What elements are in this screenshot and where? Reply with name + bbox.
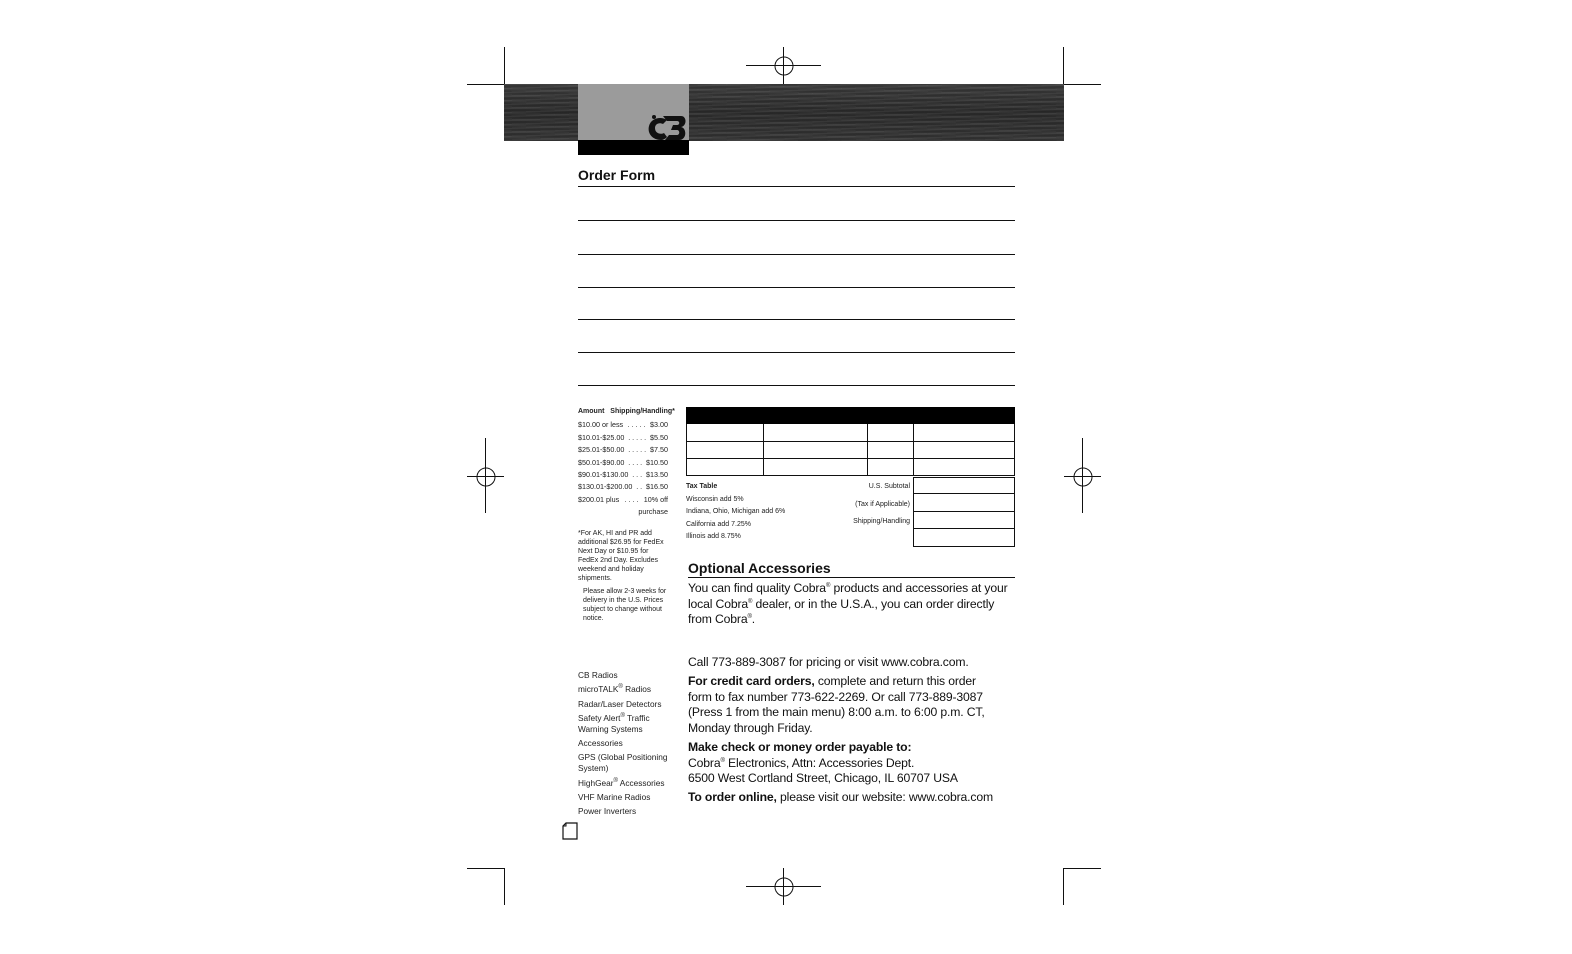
shipping-table	[578, 406, 675, 623]
subtotal-label: U.S. Subtotal	[868, 483, 910, 490]
header-tab-bar	[578, 140, 689, 155]
order-cell[interactable]	[686, 459, 763, 475]
check-info: Make check or money order payable to: Cobra® Electronics, Attn: Accessories Dept. 6500 West Cortland Street, Chicago, IL 60707 USA	[688, 740, 958, 785]
product-name-suffix: Radios	[622, 684, 651, 695]
crop-mark	[1064, 868, 1101, 869]
product-name: Safety Alert	[578, 712, 621, 723]
tax-row: Indiana, Ohio, Michigan add 6%	[686, 508, 786, 515]
crop-mark	[1063, 47, 1064, 84]
shipping-dots: . . . . .	[628, 445, 647, 455]
product-name: Power Inverters	[578, 806, 637, 817]
product-name: Accessories	[578, 738, 623, 749]
product-list	[578, 670, 678, 821]
shipping-fee: $10.50	[646, 457, 668, 467]
registration-mark-icon	[773, 876, 795, 898]
shipping-row	[578, 457, 668, 469]
shipping-fee: $5.50	[650, 432, 668, 442]
product-name-suffix: Accessories	[617, 777, 665, 788]
shipping-amount: $10.00 or less	[578, 420, 624, 430]
shipping-amount: $90.01-$130.00	[578, 470, 629, 480]
order-cell[interactable]	[686, 442, 763, 459]
crop-mark	[504, 868, 505, 905]
shipping-fee: $7.50	[650, 445, 668, 455]
online-info: To order online, please visit our website: www.cobra.com	[688, 790, 993, 804]
order-cell[interactable]	[913, 459, 1015, 475]
product-item	[578, 699, 678, 710]
form-line	[578, 287, 1015, 288]
product-name: HighGear	[578, 777, 614, 788]
tax-row: Wisconsin add 5%	[686, 495, 744, 503]
shipping-dots: . . .	[632, 470, 643, 480]
subtotal-box[interactable]	[913, 477, 1015, 494]
tax-row: Illinois add 8.75%	[686, 533, 741, 540]
order-cell[interactable]	[763, 424, 867, 441]
shipping-row	[578, 494, 668, 506]
form-line	[578, 220, 1015, 221]
order-cell[interactable]	[867, 442, 913, 459]
shipping-row-cont: purchase	[638, 507, 668, 517]
shipping-amount: $130.01-$200.00	[578, 482, 633, 492]
order-cell[interactable]	[686, 424, 763, 441]
shipping-row	[578, 419, 668, 431]
credit-card-info: For credit card orders, complete and return this order form to fax number 773-622-2269. Or call 773-889-3087 (Press 1 from the main menu) 8:00 a.m. to 6:00 p.m. CT, Monday through Friday.	[688, 674, 985, 735]
totals-labels	[830, 481, 910, 534]
product-item	[578, 684, 678, 695]
tax-label: (Tax if Applicable)	[855, 500, 910, 508]
crop-mark	[467, 84, 504, 85]
shipping-label: Shipping/Handling	[853, 518, 910, 525]
product-name: CB Radios	[578, 670, 618, 680]
shipping-header: Amount Shipping/Handling*	[578, 408, 675, 415]
crop-mark	[504, 47, 505, 84]
page-icon	[562, 822, 578, 840]
shipping-row	[578, 444, 668, 456]
shipping-note: *For AK, HI and PR add additional $26.95 for FedEx Next Day or $10.95 for FedEx 2nd Day. Excludes weekend and holiday shipments.	[578, 529, 664, 582]
total-box[interactable]	[913, 529, 1015, 546]
tax-table-title: Tax Table	[686, 483, 718, 490]
registered-mark: ®	[620, 713, 625, 720]
form-line	[578, 254, 1015, 255]
cobra-logo-icon	[641, 112, 687, 142]
order-table-row	[686, 459, 1015, 476]
shipping-fee: $3.00	[650, 420, 668, 430]
order-table-row	[686, 424, 1015, 442]
shipping-dots: . . . .	[624, 494, 639, 504]
order-cell[interactable]	[867, 424, 913, 441]
product-item	[578, 752, 678, 774]
shipping-amount: $25.01-$50.00	[578, 445, 625, 455]
order-table-header	[686, 407, 1015, 424]
product-name: GPS (Global Positioning System)	[578, 752, 668, 774]
totals-boxes	[913, 477, 1015, 547]
order-cell[interactable]	[763, 459, 867, 475]
optional-accessories-title: Optional Accessories	[688, 560, 831, 576]
shipping-fee: $13.50	[646, 470, 668, 480]
order-cell[interactable]	[913, 442, 1015, 459]
order-cell[interactable]	[913, 424, 1015, 441]
shipping-row	[578, 481, 668, 493]
shipping-dots: . . . .	[628, 457, 643, 467]
product-name: microTALK	[578, 684, 619, 695]
registered-mark: ®	[613, 778, 618, 785]
tax-row: California add 7.25%	[686, 520, 751, 528]
shipping-row	[578, 469, 668, 481]
form-line	[578, 352, 1015, 353]
order-cell[interactable]	[867, 459, 913, 475]
order-form-title: Order Form	[578, 167, 656, 183]
registration-mark-icon	[1072, 466, 1094, 488]
shipping-amount: $200.01 plus	[578, 494, 620, 504]
product-name: VHF Marine Radios	[578, 792, 651, 803]
call-line: Call 773-889-3087 for pricing or visit www.cobra.com.	[688, 655, 969, 669]
accessories-intro: You can find quality Cobra® products and accessories at your local Cobra® dealer, or in the U.S.A., you can order directly from Cobra®.	[688, 581, 1008, 626]
order-table-row	[686, 442, 1015, 460]
product-name-suffix: Traffic Warning Systems	[578, 712, 650, 734]
crop-mark	[1064, 84, 1101, 85]
form-line	[578, 385, 1015, 386]
registration-mark-icon	[475, 466, 497, 488]
shipping-dots: . . . . .	[628, 432, 647, 442]
shipping-amount: $10.01-$25.00	[578, 432, 625, 442]
order-table	[686, 407, 1015, 476]
product-item	[578, 713, 678, 735]
registration-mark-icon	[773, 55, 795, 77]
tax-box[interactable]	[913, 494, 1015, 511]
crop-mark	[467, 868, 504, 869]
shipping-row	[578, 432, 668, 444]
accessories-rule	[688, 577, 1015, 578]
order-cell[interactable]	[763, 442, 867, 459]
shipping-amount: $50.01-$90.00	[578, 457, 625, 467]
registered-mark: ®	[618, 684, 623, 691]
tax-table	[686, 481, 785, 544]
shipping-box[interactable]	[913, 512, 1015, 529]
shipping-dots: . .	[636, 482, 643, 492]
product-item	[578, 806, 678, 817]
shipping-fee: $16.50	[646, 482, 668, 492]
product-item	[578, 738, 678, 749]
product-item	[578, 792, 678, 803]
product-item	[578, 778, 678, 789]
delivery-note: Please allow 2-3 weeks for delivery in the U.S. Prices subject to change without notice.	[583, 587, 667, 622]
crop-mark	[1063, 868, 1064, 905]
product-item	[578, 670, 678, 681]
form-line	[578, 319, 1015, 320]
shipping-dots: . . . . .	[627, 420, 646, 430]
product-name: Radar/Laser Detectors	[578, 698, 662, 709]
order-form-rule	[578, 186, 1015, 187]
shipping-fee: 10% off	[643, 494, 668, 504]
